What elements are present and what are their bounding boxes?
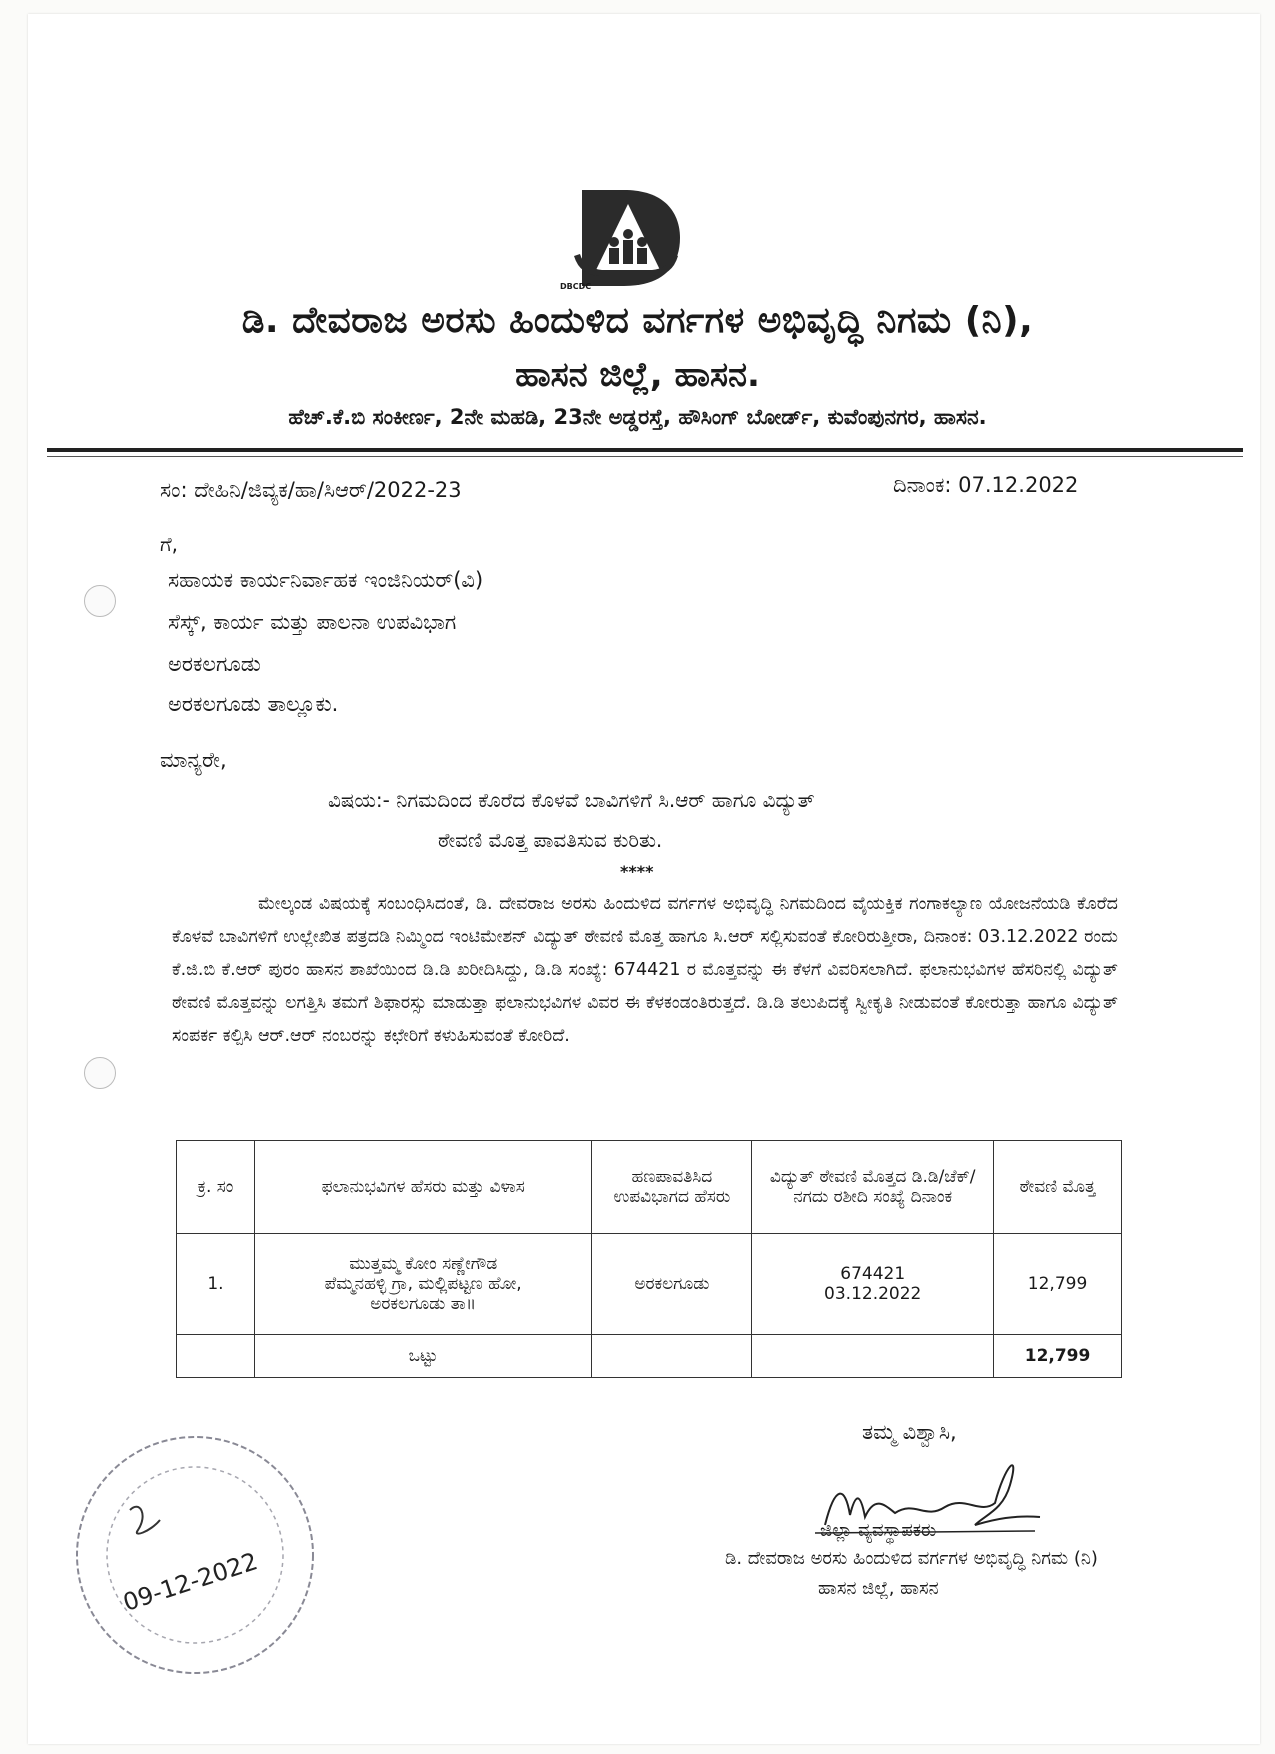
recipient-line: ಸಹಾಯಕ ಕಾರ್ಯನಿರ್ವಾಹಕ ಇಂಜಿನಿಯರ್(ವಿ) [168,568,484,592]
beneficiary-table [176,1140,1122,1378]
organization-district: ಹಾಸನ ಜಿಲ್ಲೆ, ಹಾಸನ. [515,355,760,395]
organization-name: ಡಿ. ದೇವರಾಜ ಅರಸು ಹಿಂದುಳಿದ ವರ್ಗಗಳ ಅಭಿವೃದ್ಧಿ ನಿಗಮ (ನಿ), [241,300,1034,341]
letter-body: ಮೇಲ್ಕಂಡ ವಿಷಯಕ್ಕೆ ಸಂಬಂಧಿಸಿದಂತೆ, ಡಿ. ದೇವರಾಜ ಅರಸು ಹಿಂದುಳಿದ ವರ್ಗಗಳ ಅಭಿವೃದ್ಧಿ ನಿಗಮದಿಂದ ವೈಯಕ್ತಿಕ ಗಂಗಾಕಲ್ಯಾಣ ಯೋಜನೆಯಡಿ ಕೊರೆದ ಕೊಳವೆ ಬಾವಿಗಳಿಗೆ ಉಲ್ಲೇಖಿತ ಪತ್ರದಡಿ ನಿಮ್ಮಿಂದ ಇಂಟಿಮೇಶನ್ ವಿದ್ಯುತ್ ಠೇವಣಿ ಮೊತ್ತ ಹಾಗೂ ಸಿ.ಆರ್ ಸಲ್ಲಿಸುವಂತೆ ಕೋರಿರುತ್ತೀರಾ, ದಿನಾಂಕ: 03.12.2022 ರಂದು ಕೆ.ಜಿ.ಬಿ ಕೆ.ಆರ್ ಪುರಂ ಹಾಸನ ಶಾಖೆಯಿಂದ ಡಿ.ಡಿ ಖರೀದಿಸಿದ್ದು, ಡಿ.ಡಿ ಸಂಖ್ಯೆ: 674421 ರ ಮೊತ್ತವನ್ನು ಈ ಕೆಳಗೆ ವಿವರಿಸಲಾಗಿದೆ. ಫಲಾನುಭವಿಗಳ ಹೆಸರಿನಲ್ಲಿ ವಿದ್ಯುತ್ ಠೇವಣಿ ಮೊತ್ತವನ್ನು ಲಗತ್ತಿಸಿ ತಮಗೆ ಶಿಫಾರಸ್ಸು ಮಾಡುತ್ತಾ ಫಲಾನುಭವಿಗಳ ವಿವರ ಈ ಕೆಳಕಂಡಂತಿರುತ್ತದೆ. ಡಿ.ಡಿ ತಲುಪಿದಕ್ಕೆ ಸ್ವೀಕೃತಿ ನೀಡುವಂತೆ ಕೋರುತ್ತಾ ಹಾಗೂ ವಿದ್ಯುತ್ ಸಂಪರ್ಕ ಕಲ್ಪಿಸಿ ಆರ್.ಆರ್ ನಂಬರನ್ನು ಕಛೇರಿಗೆ ಕಳುಹಿಸುವಂತೆ ಕೋರಿದೆ. [172,894,1118,1046]
subject [328,780,815,860]
signer-designation: ಜಿಲ್ಲಾ ವ್ಯವಸ್ಥಾಪಕರು [820,1520,937,1541]
header-divider-thin [47,456,1243,457]
stamp-handwritten-date: 09-12-2022 [119,1547,262,1617]
signer-place: ಹಾಸನ ಜಿಲ್ಲೆ, ಹಾಸನ [818,1578,939,1599]
subject-line: ವಿಷಯ:- ನಿಗಮದಿಂದ ಕೊರೆದ ಕೊಳವೆ ಬಾವಿಗಳಿಗೆ ಸಿ.ಆರ್ ಹಾಗೂ ವಿದ್ಯುತ್ [328,788,815,812]
serial-number: 1. [177,1234,255,1335]
signer-organization: ಡಿ. ದೇವರಾಜ ಅರಸು ಹಿಂದುಳಿದ ವರ್ಗಗಳ ಅಭಿವೃದ್ಧಿ ನಿಗಮ (ನಿ) [725,1548,1098,1569]
total-amount: 12,799 [994,1335,1122,1378]
deposit-amount: 12,799 [994,1234,1122,1335]
empty-cell [752,1335,994,1378]
column-header: ಫಲಾನುಭವಿಗಳ ಹೆಸರು ಮತ್ತು ವಿಳಾಸ [254,1141,592,1234]
beneficiary-taluk: ಅರಕಲಗೂಡು ತಾ॥ [370,1294,477,1314]
dbcdc-logo-icon [572,190,684,286]
beneficiary-village: ಪೆಮ್ಮನಹಳ್ಳಿ ಗ್ರಾ, ಮಲ್ಲಿಪಟ್ಟಣ ಹೋ, [324,1274,522,1294]
column-header: ಕ್ರ. ಸಂ [177,1141,255,1234]
column-header: ಹಣಪಾವತಿಸಿದ ಉಪವಿಭಾಗದ ಹೆಸರು [592,1141,752,1234]
subject-line: ಠೇವಣಿ ಮೊತ್ತ ಪಾವತಿಸುವ ಕುರಿತು. [438,828,663,852]
letter-date: ದಿನಾಂಕ: 07.12.2022 [893,473,1079,497]
organization-address: ಹೆಚ್.ಕೆ.ಬಿ ಸಂಕೀರ್ಣ, 2ನೇ ಮಹಡಿ, 23ನೇ ಅಡ್ಡರಸ್ತೆ, ಹೌಸಿಂಗ್ ಬೋರ್ಡ್, ಕುವೆಂಪುನಗರ, ಹಾಸನ. [288,405,987,429]
header-divider [47,448,1243,452]
total-label: ಒಟ್ಟು [254,1335,592,1378]
separator: **** [620,862,654,881]
reference-number: ಸಂ: ದೇಹಿನಿ/ಜಿವ್ಯಕ/ಹಾ/ಸಿಆರ್/2022-23 [160,478,462,502]
dd-details [752,1234,994,1335]
salutation: ಮಾನ್ಯರೇ, [160,748,227,772]
dd-date: 03.12.2022 [824,1284,922,1304]
recipient-line: ಅರಕಲಗೂಡು ತಾಲ್ಲೂಕು. [168,692,339,716]
beneficiary-name: ಮುತ್ತಮ್ಮ ಕೋಂ ಸಣ್ಣೇಗೌಡ [349,1254,498,1274]
closing: ತಮ್ಮ ವಿಶ್ವಾಸಿ, [862,1420,957,1444]
table-row [177,1234,1122,1335]
punch-hole [84,1057,116,1089]
empty-cell [177,1335,255,1378]
beneficiary-name-address [254,1234,592,1335]
logo-caption: DBCDC [560,282,592,291]
table-header-row [177,1141,1122,1234]
recipient-line: ಸೆಸ್ಕ್, ಕಾರ್ಯ ಮತ್ತು ಪಾಲನಾ ಉಪವಿಭಾಗ [168,610,457,634]
subdivision-name: ಅರಕಲಗೂಡು [592,1234,752,1335]
column-header: ವಿದ್ಯುತ್ ಠೇವಣಿ ಮೊತ್ತದ ಡಿ.ಡಿ/ಚೆಕ್/ನಗದು ರಶೀದಿ ಸಂಖ್ಯೆ ದಿನಾಂಕ [752,1141,994,1234]
empty-cell [592,1335,752,1378]
column-header: ಠೇವಣಿ ಮೊತ್ತ [994,1141,1122,1234]
dd-number: 674421 [840,1264,906,1284]
table-total-row [177,1335,1122,1378]
office-seal-stamp-icon [60,1420,330,1690]
recipient-line: ಅರಕಲಗೂಡು [168,652,261,676]
to-label: ಗೆ, [160,532,178,556]
punch-hole [84,585,116,617]
